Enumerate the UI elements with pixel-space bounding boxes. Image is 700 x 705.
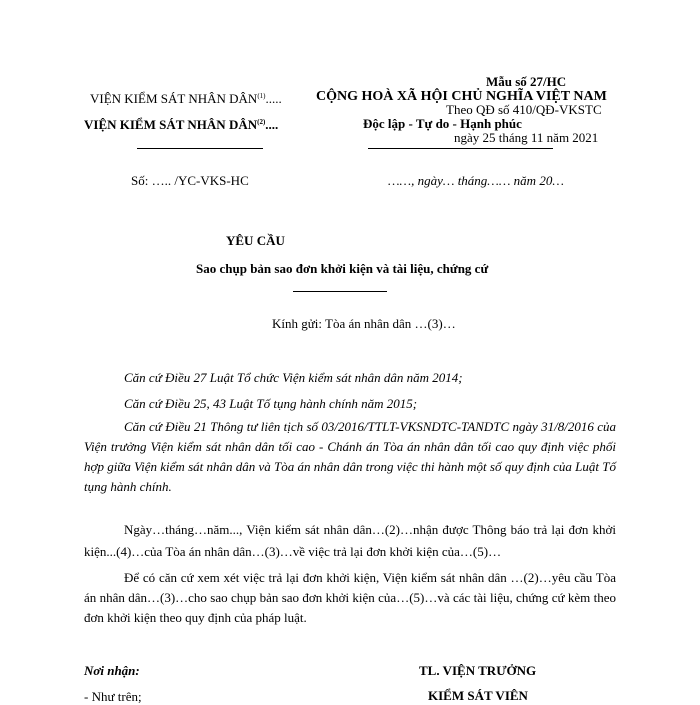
document-subtitle: Sao chụp bản sao đơn khởi kiện và tài liệu, chứng cứ bbox=[196, 261, 489, 276]
motto-underline bbox=[368, 148, 553, 149]
national-motto: Độc lập - Tự do - Hạnh phúc bbox=[363, 116, 522, 131]
org-line-1: VIỆN KIỂM SÁT NHÂN DÂN$^{(1)}$..... bbox=[90, 91, 282, 106]
receivers-label: Nơi nhận: bbox=[84, 663, 140, 678]
title-underline bbox=[293, 291, 387, 292]
place-date: ……, ngày… tháng…… năm 20… bbox=[388, 173, 564, 188]
legal-basis-1: Căn cứ Điều 27 Luật Tổ chức Viện kiểm sát nhân dân năm 2014; bbox=[124, 370, 463, 385]
recipient-line: Kính gửi: Tòa án nhân dân …(3)… bbox=[272, 316, 456, 331]
form-number: Mẫu số 27/HC bbox=[486, 74, 567, 89]
body-paragraph-2: Để có căn cứ xem xét việc trả lại đơn khởi kiện, Viện kiểm sát nhân dân …(2)…yêu cầu Tòa án nhân dân…(3)…cho sao chụp bản sao đơn khởi kiện của…(5)…và các tài liệu, chứng cứ kèm theo đơn khởi kiện theo quy định của pháp luật. bbox=[84, 570, 616, 625]
signer-role: KIỂM SÁT VIÊN bbox=[428, 688, 528, 703]
org-underline bbox=[137, 148, 263, 149]
signer-title: TL. VIỆN TRƯỞNG bbox=[419, 663, 537, 678]
body-paragraph-1: Ngày…tháng…năm..., Viện kiểm sát nhân dân…(2)…nhận được Thông báo trả lại đơn khởi kiện...(4)…của Tòa án nhân dân…(3)…về việc trả lại đơn khởi kiện của…(5)… bbox=[84, 522, 616, 559]
document-number: Số: ….. /YC-VKS-HC bbox=[131, 173, 249, 188]
org-line-2: VIỆN KIỂM SÁT NHÂN DÂN$^{(2)}$.... bbox=[84, 117, 279, 132]
legal-basis-3: Căn cứ Điều 21 Thông tư liên tịch số 03/2016/TTLT-VKSNDTC-TANDTC ngày 31/8/2016 của Viện trưởng Viện kiểm sát nhân dân tối cao - Chánh án Tòa án nhân dân tối cao quy định việc phối hợp giữa Viện kiểm sát nhân dân và Tòa án nhân dân trong việc thi hành một số quy định của Luật Tố tụng hành chính. bbox=[84, 419, 616, 494]
document-title: YÊU CẦU bbox=[226, 233, 285, 248]
nation-title: CỘNG HOÀ XÃ HỘI CHỦ NGHĨA VIỆT NAM bbox=[316, 89, 607, 104]
receivers-item: - Như trên; bbox=[84, 689, 142, 704]
form-reference: Theo QĐ số 410/QĐ-VKSTC bbox=[446, 102, 602, 117]
legal-basis-2: Căn cứ Điều 25, 43 Luật Tố tụng hành chính năm 2015; bbox=[124, 396, 418, 411]
form-date: ngày 25 tháng 11 năm 2021 bbox=[454, 130, 599, 145]
